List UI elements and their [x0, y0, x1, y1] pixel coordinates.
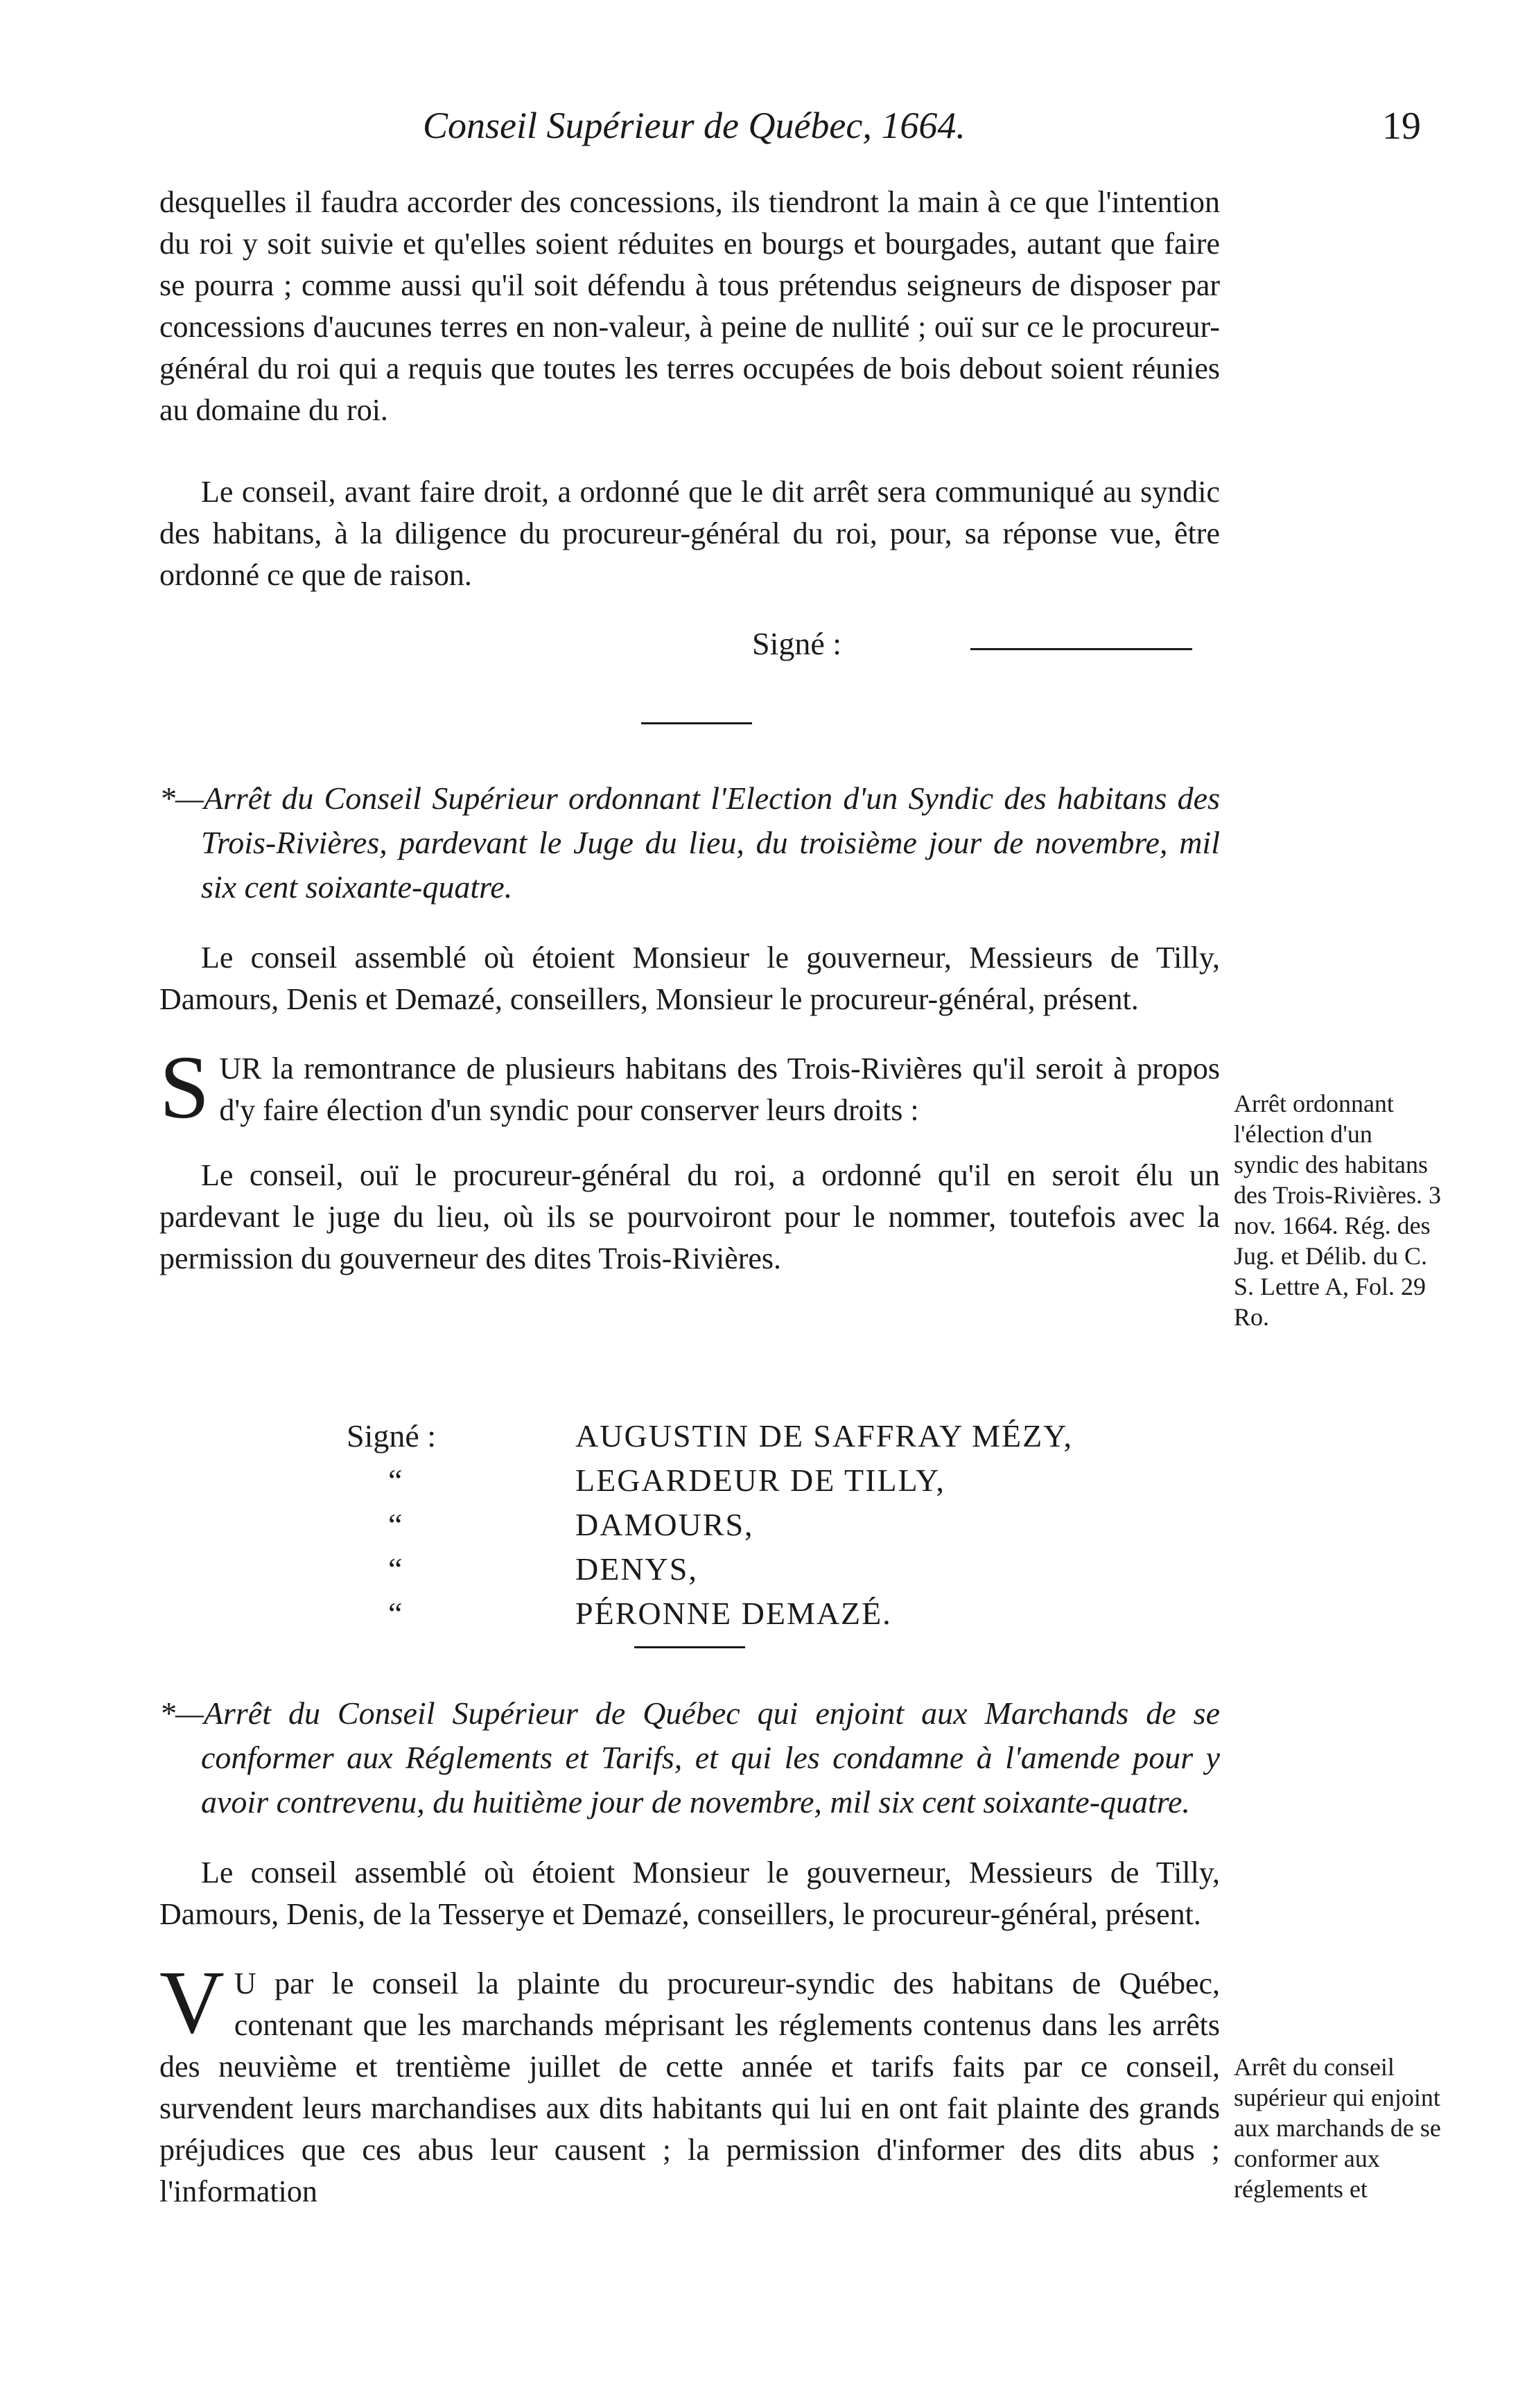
- signatory-name: PÉRONNE DEMAZÉ.: [575, 1596, 892, 1631]
- drop-cap: V: [159, 1953, 225, 2052]
- signature-blank-line: [970, 648, 1192, 650]
- section-title: *—Arrêt du Conseil Supérieur ordonnant l'Election d'un Syndic des habitans des Trois-Rivières, pardevant le Juge du lieu, du troisième jour de novembre, mil six cent soixante-quatre.: [159, 780, 1220, 905]
- signatory-name: DENYS,: [575, 1551, 698, 1587]
- drop-cap: S: [159, 1038, 210, 1137]
- signature-label: “: [388, 1551, 403, 1587]
- assembly-paragraph: Le conseil assemblé où étoient Monsieur le gouverneur, Messieurs de Tilly, Damours, Denis et Demazé, conseillers, Monsieur le procureur-général, présent.: [159, 941, 1220, 1016]
- section-1: [159, 182, 1220, 596]
- margin-note: Arrêt du conseil supérieur qui enjoint aux marchands de se conformer aux réglements et: [1234, 2053, 1441, 2203]
- signatory-name: DAMOURS,: [575, 1507, 754, 1542]
- signature-row: [347, 1591, 1073, 1636]
- signatory-name: AUGUSTIN DE SAFFRAY MÉZY,: [575, 1418, 1073, 1454]
- signature-block: [347, 1414, 1073, 1636]
- signature-label: Signé :: [347, 1418, 437, 1454]
- decree-body: [159, 1038, 1220, 1280]
- order-paragraph: Le conseil, ouï le procureur-général du roi, a ordonné qu'il en seroit élu un pardevant le juge du lieu, où ils se pourvoiront pour le nommer, toutefois avec la permission du gouverneur des dites Trois-Rivières.: [159, 1158, 1220, 1275]
- signed-label: Signé :: [752, 626, 842, 661]
- signature-label: “: [388, 1507, 403, 1542]
- signature-row: [347, 1458, 1073, 1503]
- running-title: Conseil Supérieur de Québec, 1664.: [423, 105, 966, 146]
- page-number: 19: [1382, 105, 1421, 148]
- signature-row: [347, 1503, 1073, 1547]
- paragraph-conseil-decision: Le conseil, avant faire droit, a ordonné que le dit arrêt sera communiqué au syndic des habitans, à la diligence du procureur-général du roi, pour, sa réponse vue, être ordonné ce que de raison.: [159, 475, 1220, 592]
- signatory-name: LEGARDEUR DE TILLY,: [575, 1463, 945, 1498]
- decree-body: [159, 1953, 1220, 2213]
- section-2: [159, 776, 1220, 1280]
- signature-label: “: [388, 1463, 403, 1498]
- paragraph-continuation: desquelles il faudra accorder des concessions, ils tiendront la main à ce que l'intention du roi y soit suivie et qu'elles soient réduites en bourgs et bourgades, autant que faire se pourra ; comme aussi qu'il soit défendu à tous prétendus seigneurs de disposer par concessions d'aucunes terres en non-valeur, à peine de nullité ; ouï sur ce le procureur-général du roi qui a requis que toutes les terres occupées de bois debout soient réunies au domaine du roi.: [159, 185, 1220, 427]
- assembly-paragraph: Le conseil assemblé où étoient Monsieur le gouverneur, Messieurs de Tilly, Damours, Denis, de la Tesserye et Demazé, conseillers, le procureur-général, présent.: [159, 1856, 1220, 1931]
- page-header: [159, 104, 1421, 159]
- signature-row: [347, 1547, 1073, 1591]
- section-title: *—Arrêt du Conseil Supérieur de Québec qui enjoint aux Marchands de se conformer aux Réglements et Tarifs, et qui les condamne à l'amende pour y avoir contrevenu, du huitième jour de novembre, mil six cent soixante-quatre.: [159, 1695, 1220, 1820]
- remonstrance-paragraph: UR la remontrance de plusieurs habitans des Trois-Rivières qu'il seroit à propos d'y faire élection d'un syndic pour conserver leurs droits :: [219, 1052, 1220, 1127]
- margin-note: Arrêt ordonnant l'élection d'un syndic des habitans des Trois-Rivières. 3 nov. 1664. Rég. des Jug. et Délib. du C. S. Lettre A, Fol. 29 Ro.: [1234, 1090, 1442, 1331]
- section-3: [159, 1691, 1220, 2213]
- complaint-paragraph: U par le conseil la plainte du procureur-syndic des habitans de Québec, contenant que les marchands méprisant les réglements contenus dans les arrêts des neuvième et trentième juillet de cette année et tarifs faits par ce conseil, survendent leurs marchandises aux dits habitants qui lui en ont fait plainte des grands préjudices que ces abus leur causent ; la permission d'informer des dits abus ; l'information: [159, 1966, 1220, 2208]
- section-divider: [634, 1646, 745, 1648]
- section-divider: [641, 722, 752, 724]
- signature-label: “: [388, 1596, 403, 1631]
- signature-row: [347, 1414, 1073, 1458]
